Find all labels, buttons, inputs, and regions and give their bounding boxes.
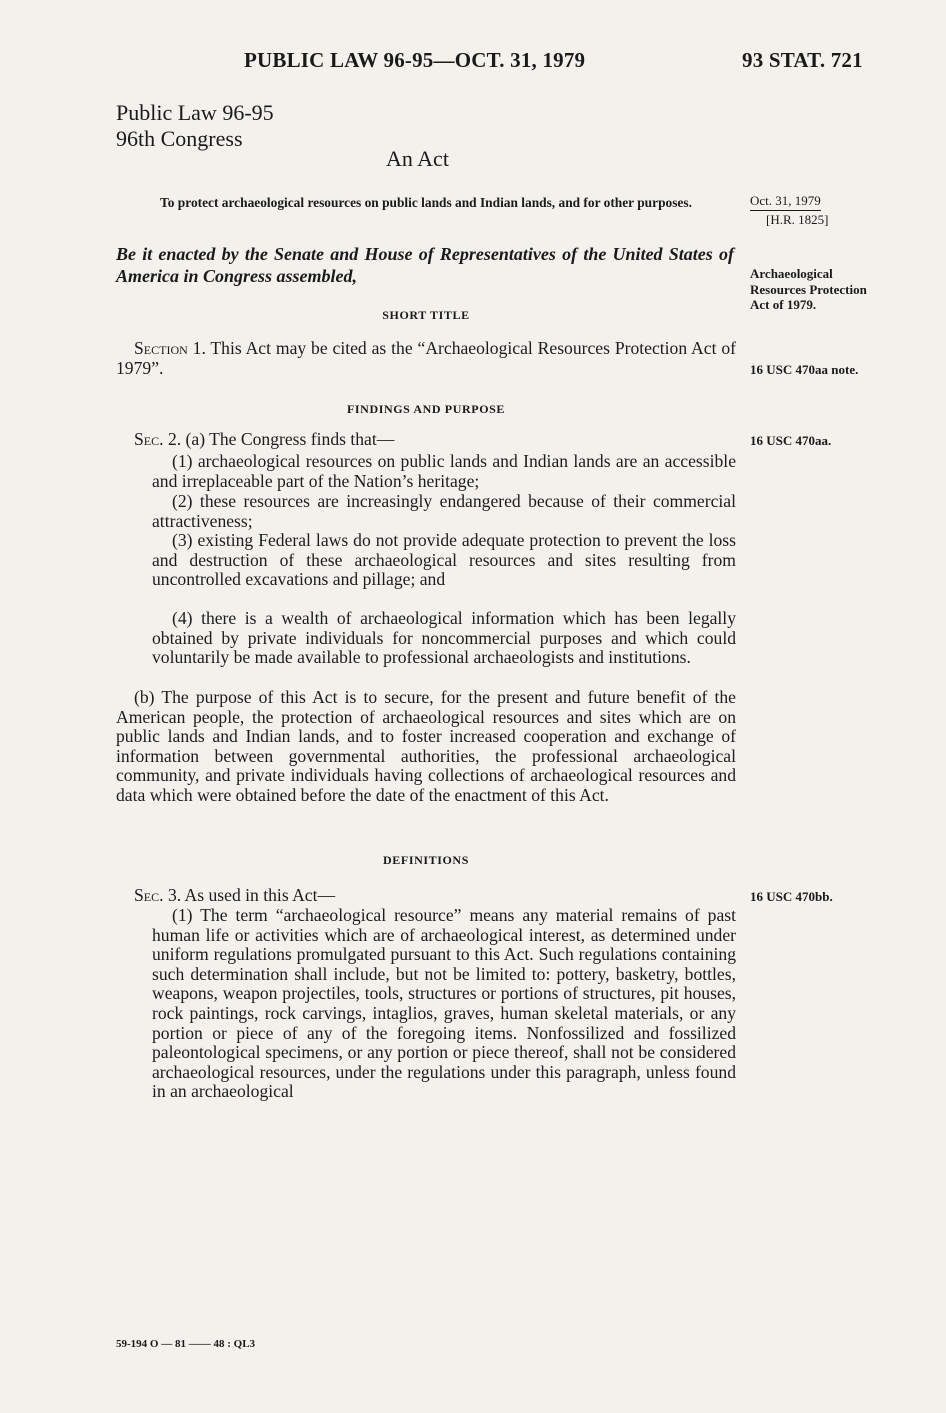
running-title: PUBLIC LAW 96-95—OCT. 31, 1979 <box>244 48 586 72</box>
section-2-intro <box>134 430 734 450</box>
enactment-date: Oct. 31, 1979 <box>750 193 821 211</box>
short-title-heading: SHORT TITLE <box>382 308 470 322</box>
usc-470bb: 16 USC 470bb. <box>750 889 833 904</box>
an-act-heading: An Act <box>386 146 449 171</box>
finding-1: (1) archaeological resources on public lands and Indian lands are an accessible and irreplaceable part of the Nation’s heritage; <box>152 451 736 491</box>
usc-470aa: 16 USC 470aa. <box>750 433 832 448</box>
finding-4: (4) there is a wealth of archaeological information which has been legally obtained by private individuals for noncommercial purposes and which could voluntarily be made available to professional archaeologists and institutions. <box>152 608 736 668</box>
finding-2: (2) these resources are increasingly endangered because of their commercial attractiveness; <box>152 491 736 531</box>
section-2-intro-text: 2. (a) The Congress finds that— <box>167 429 395 449</box>
definitions-heading: DEFINITIONS <box>383 853 469 867</box>
finding-3: (3) existing Federal laws do not provide adequate protection to prevent the loss and destruction of these archaeological resources and sites resulting from uncontrolled excavations and pillage; and <box>152 530 736 590</box>
findings-heading: FINDINGS AND PURPOSE <box>346 402 505 416</box>
section-2-label: Sec. <box>134 429 164 449</box>
stat-citation: 93 STAT. 721 <box>742 48 863 72</box>
print-code: 59-194 O — 81 —— 48 : QL3 <box>116 1338 256 1350</box>
act-name-note: Archaeological Resources Protection Act of 1979. <box>750 266 867 312</box>
margin-date <box>750 193 880 211</box>
act-purpose: To protect archaeological resources on public lands and Indian lands, and for other purposes. <box>160 195 692 210</box>
enacting-clause: Be it enacted by the Senate and House of Representatives of the United States of America in Congress assembled, <box>116 244 734 286</box>
section-3-label: Sec. <box>134 885 164 905</box>
usc-note: 16 USC 470aa note. <box>750 362 859 377</box>
section-2-b: (b) The purpose of this Act is to secure, for the present and future benefit of the American people, the protection of archaeological resources and sites which are on public lands and Indian lands, and to foster increased cooperation and exchange of information between governmental authorities, the professional archaeological community, and private individuals having collections of archaeological resources and data which were obtained before the date of the enactment of this Act. <box>116 687 736 805</box>
congress-number: 96th Congress <box>116 126 243 151</box>
bill-number: [H.R. 1825] <box>766 212 829 227</box>
section-3-intro-text: 3. As used in this Act— <box>167 885 336 905</box>
section-1-label: Section 1. <box>134 338 206 358</box>
section-1-text: This Act may be cited as the “Archaeological Resources Protection Act of 1979”. <box>116 338 736 378</box>
definition-1: (1) The term “archaeological resource” means any material remains of past human life or activities which are of archaeological interest, as determined under uniform regulations promulgated pursuant to this Act. Such regulations containing such determination shall include, but not be limited to: pottery, basketry, bottles, weapons, weapon projectiles, tools, structures or portions of structures, pit houses, rock paintings, rock carvings, intaglios, graves, human skeletal materials, or any portion or piece of any of the foregoing items. Nonfossilized and fossilized paleontological specimens, or any portion or piece thereof, shall not be considered archaeological resources, under the regulations under this paragraph, unless found in an archaeological <box>152 905 736 1102</box>
public-law-number: Public Law 96-95 <box>116 100 274 125</box>
section-1 <box>116 339 736 378</box>
section-3-intro <box>134 886 734 906</box>
